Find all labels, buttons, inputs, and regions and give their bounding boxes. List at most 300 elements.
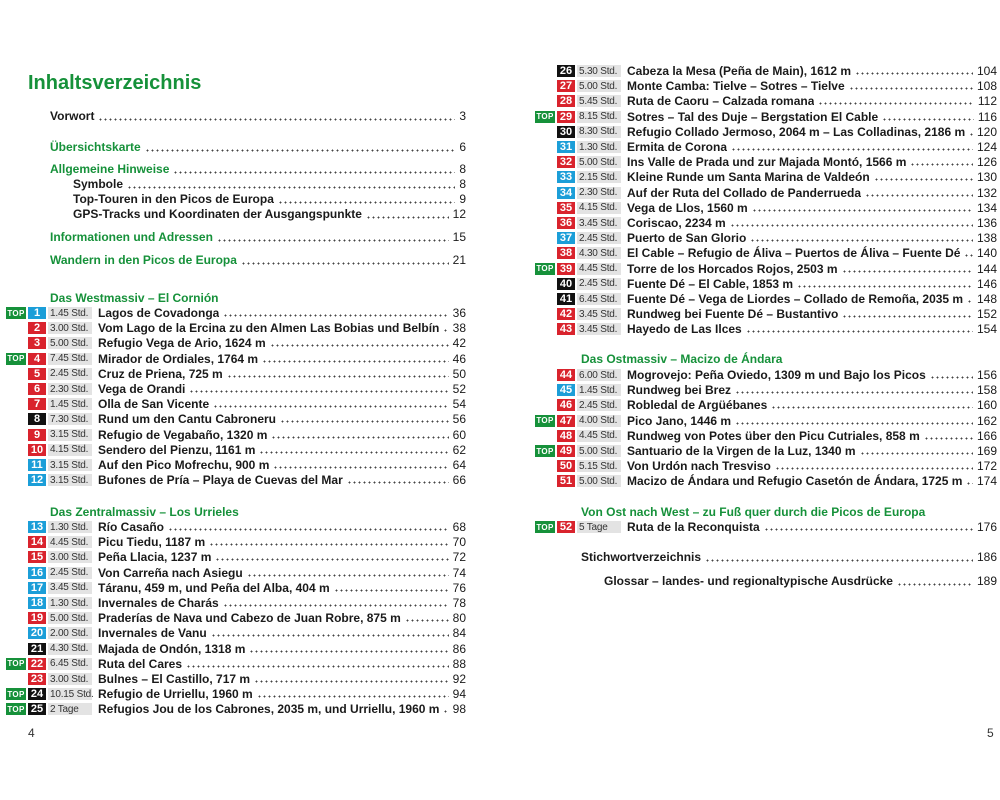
tour-entry[interactable] — [500, 520, 1000, 534]
tour-title: Vega de Orandi — [98, 382, 186, 396]
tour-line — [98, 626, 466, 640]
tour-number-badge: 12 — [28, 474, 46, 486]
tour-page-number: 68 — [452, 520, 466, 534]
leader-dots — [731, 148, 973, 151]
leader-dots — [705, 559, 973, 562]
leader-dots — [215, 558, 448, 561]
tour-duration: 3.15 Std. — [48, 429, 92, 441]
tour-number-badge: 38 — [557, 247, 575, 259]
toc-page-number: 8 — [459, 162, 466, 176]
leader-dots — [842, 315, 973, 318]
tour-page-number: 92 — [452, 672, 466, 686]
tour-line — [98, 443, 466, 457]
tour-line — [98, 428, 466, 442]
tour-duration: 4.30 Std. — [577, 247, 621, 259]
tour-title: Refugio Collado Jermoso, 2064 m – Las Colladinas, 2186 m — [627, 124, 965, 139]
tour-title: Vega de Llos, 1560 m — [627, 200, 748, 215]
tour-duration: 10.15 Std. — [50, 688, 94, 700]
tour-page-number: 158 — [976, 383, 997, 398]
tour-line — [627, 140, 997, 154]
toc-entry-label: GPS-Tracks und Koordinaten der Ausgangspunkte — [73, 207, 362, 221]
tour-duration: 3.45 Std. — [577, 217, 621, 229]
section-heading-zentralmassiv: Das Zentralmassiv – Los Urrieles — [50, 505, 239, 519]
leader-dots — [443, 710, 448, 713]
leader-dots — [842, 270, 973, 273]
toc-entry-gps-tracks[interactable] — [73, 207, 466, 222]
tour-entry[interactable] — [500, 231, 1000, 245]
tour-duration: 4.45 Std. — [577, 263, 621, 275]
tour-page-number: 46 — [452, 351, 466, 366]
tour-page-number: 36 — [452, 306, 466, 320]
leader-dots — [897, 583, 973, 586]
tour-page-number: 144 — [976, 261, 997, 276]
leader-dots — [969, 133, 973, 136]
tour-page-number: 66 — [452, 473, 466, 488]
leader-dots — [735, 422, 973, 425]
tour-duration: 4.15 Std. — [48, 444, 92, 456]
leader-dots — [168, 528, 449, 531]
leader-dots — [280, 420, 449, 423]
tour-duration: 4.00 Std. — [577, 415, 621, 427]
tour-line — [627, 64, 997, 78]
tour-number-badge: 22 — [28, 658, 46, 670]
tour-duration: 5.45 Std. — [577, 95, 621, 107]
tour-number-badge: 44 — [557, 369, 575, 381]
tour-duration: 6.00 Std. — [577, 369, 621, 381]
tour-line — [98, 336, 466, 350]
tour-duration: 6.45 Std. — [577, 293, 621, 305]
tour-number-badge: 20 — [28, 627, 46, 639]
leader-dots — [730, 224, 973, 227]
tour-page-number: 136 — [976, 216, 997, 230]
tour-entry[interactable] — [0, 520, 500, 534]
toc-entry-label: Informationen und Adressen — [50, 230, 213, 244]
tour-entry[interactable] — [500, 368, 1000, 382]
tour-entry[interactable] — [500, 277, 1000, 291]
tour-number-badge: 26 — [557, 65, 575, 77]
tour-duration: 3.00 Std. — [48, 322, 92, 334]
tour-page-number: 120 — [976, 124, 997, 139]
tour-entry[interactable] — [0, 535, 500, 549]
tour-entry[interactable] — [500, 414, 1000, 428]
tour-number-badge: 5 — [28, 368, 46, 380]
tour-line — [98, 397, 466, 411]
tour-title: Bufones de Pría – Playa de Cuevas del Mar — [98, 473, 343, 488]
tour-duration: 5 Tage — [577, 521, 621, 533]
leader-dots — [347, 481, 449, 484]
tour-entry[interactable] — [500, 322, 1000, 336]
tour-title: Río Casaño — [98, 520, 165, 534]
tour-page-number: 98 — [452, 702, 466, 717]
tour-title: Cruz de Priena, 725 m — [98, 366, 223, 381]
leader-dots — [278, 201, 455, 204]
tour-entry[interactable] — [500, 292, 1000, 306]
tour-number-badge: 41 — [557, 293, 575, 305]
tour-entry[interactable] — [0, 412, 500, 426]
tour-page-number: 162 — [976, 413, 997, 428]
tour-line — [98, 321, 466, 335]
tour-number-badge: 23 — [28, 673, 46, 685]
tour-number-badge: 8 — [28, 413, 46, 425]
tour-line — [627, 79, 997, 93]
tour-entry[interactable] — [500, 459, 1000, 473]
tour-title: Táranu, 459 m, und Peña del Alba, 404 m — [98, 580, 330, 595]
tour-duration: 1.45 Std. — [577, 384, 621, 396]
tour-entry[interactable] — [500, 398, 1000, 412]
leader-dots — [227, 375, 449, 378]
tour-duration: 1.30 Std. — [48, 521, 92, 533]
tour-line — [627, 520, 997, 534]
leader-dots — [366, 216, 449, 219]
tour-page-number: 169 — [976, 444, 997, 458]
tour-duration: 3.00 Std. — [48, 551, 92, 563]
tour-title: Picu Tiedu, 1187 m — [98, 535, 206, 550]
tour-entry[interactable] — [500, 216, 1000, 230]
tour-number-badge: 15 — [28, 551, 46, 563]
tour-page-number: 50 — [452, 366, 466, 381]
tour-number-badge: 51 — [557, 475, 575, 487]
tour-number-badge: 29 — [557, 111, 575, 123]
tour-line — [627, 429, 997, 443]
tour-entry[interactable] — [500, 246, 1000, 260]
tour-page-number: 166 — [976, 428, 997, 443]
tour-entry[interactable] — [0, 382, 500, 396]
leader-dots — [209, 543, 448, 546]
leader-dots — [273, 466, 448, 469]
tour-duration: 4.45 Std. — [48, 536, 92, 548]
leader-dots — [217, 239, 449, 242]
tour-page-number: 94 — [452, 687, 466, 702]
tour-page-number: 176 — [976, 520, 997, 534]
tour-line — [627, 398, 997, 412]
tour-title: Invernales de Vanu — [98, 626, 207, 641]
tour-line — [627, 444, 997, 458]
leader-dots — [750, 239, 973, 242]
tour-entry[interactable] — [500, 170, 1000, 184]
tour-number-badge: 7 — [28, 398, 46, 410]
tour-entry[interactable] — [0, 397, 500, 411]
tour-line — [627, 474, 997, 488]
tour-entry[interactable] — [500, 307, 1000, 321]
tour-entry[interactable] — [500, 110, 1000, 124]
toc-entry-label: Vorwort — [50, 109, 95, 123]
tour-number-badge: 6 — [28, 383, 46, 395]
tour-duration: 1.30 Std. — [577, 141, 621, 153]
tour-title: Ruta de Caoru – Calzada romana — [627, 94, 815, 109]
tour-page-number: 130 — [976, 170, 997, 185]
toc-entry-label: Top-Touren in den Picos de Europa — [73, 192, 274, 206]
tour-title: Rundweg bei Fuente Dé – Bustantivo — [627, 307, 839, 322]
tour-page-number: 78 — [452, 596, 466, 610]
tour-entry[interactable] — [0, 550, 500, 564]
toc-page-number: 12 — [452, 207, 466, 221]
tour-title: Ins Valle de Prada und zur Majada Montó, 1566 m — [627, 155, 907, 170]
tour-duration: 3.45 Std. — [577, 323, 621, 335]
tour-entry[interactable] — [0, 352, 500, 366]
tour-title: Majada de Ondón, 1318 m — [98, 641, 246, 656]
tour-number-badge: 18 — [28, 597, 46, 609]
tour-entry[interactable] — [0, 458, 500, 472]
tour-title: Von Urdón nach Tresviso — [627, 459, 771, 474]
tour-title: Ermita de Corona — [627, 140, 728, 154]
leader-dots — [257, 695, 449, 698]
tour-entry[interactable] — [0, 566, 500, 580]
tour-duration: 2.45 Std. — [577, 399, 621, 411]
tour-duration: 5.00 Std. — [48, 612, 92, 624]
tour-page-number: 116 — [977, 109, 997, 124]
tour-page-number: 52 — [452, 382, 466, 396]
tour-entry[interactable] — [500, 186, 1000, 200]
toc-entry-allgemeine-hinweise[interactable] — [50, 162, 466, 177]
toc-entry-label: Stichwortverzeichnis — [581, 550, 702, 564]
tour-title: Fuente Dé – El Cable, 1853 m — [627, 276, 794, 291]
tour-page-number: 38 — [452, 321, 466, 336]
tour-title: Hayedo de Las Ilces — [627, 322, 742, 337]
tour-line — [627, 186, 997, 200]
tour-duration: 5.00 Std. — [577, 475, 621, 487]
tour-page-number: 56 — [452, 412, 466, 427]
tour-entry[interactable] — [0, 687, 500, 701]
tour-duration: 7.30 Std. — [48, 413, 92, 425]
tour-entry[interactable] — [0, 611, 500, 625]
toc-entry-label: Wandern in den Picos de Europa — [50, 253, 237, 267]
tour-entry[interactable] — [0, 672, 500, 686]
leader-dots — [98, 118, 455, 121]
tour-entry[interactable] — [0, 657, 500, 671]
tour-duration: 6.45 Std. — [48, 658, 92, 670]
tour-number-badge: 52 — [557, 521, 575, 533]
tour-entry[interactable] — [0, 367, 500, 381]
tour-entry[interactable] — [0, 626, 500, 640]
tour-entry[interactable] — [500, 262, 1000, 276]
tour-title: Macizo de Ándara und Refugio Casetón de Ándara, 1725 m — [627, 474, 963, 489]
tour-line — [627, 262, 997, 276]
tour-number-badge: 27 — [557, 80, 575, 92]
tour-page-number: 42 — [452, 336, 466, 351]
tour-entry[interactable] — [500, 79, 1000, 93]
tour-duration: 7.45 Std. — [48, 353, 92, 365]
tour-entry[interactable] — [0, 642, 500, 656]
tour-title: Sendero del Pienzu, 1161 m — [98, 442, 256, 457]
tour-title: Rundweg von Potes über den Picu Cutriales, 858 m — [627, 428, 920, 443]
tour-title: Vom Lago de la Ercina zu den Almen Las Bobias und Belbín — [98, 321, 440, 336]
leader-dots — [186, 665, 449, 668]
tour-entry[interactable] — [0, 581, 500, 595]
leader-dots — [924, 437, 973, 440]
tour-number-badge: 34 — [557, 187, 575, 199]
toc-entry-glossar[interactable] — [604, 574, 997, 589]
tour-duration: 8.15 Std. — [577, 111, 621, 123]
tour-number-badge: 3 — [28, 337, 46, 349]
tour-page-number: 160 — [976, 398, 997, 413]
tour-line — [98, 702, 466, 716]
tour-entry[interactable] — [0, 306, 500, 320]
leader-dots — [818, 102, 973, 105]
tour-line — [98, 566, 466, 580]
tour-entry[interactable] — [0, 473, 500, 487]
section-heading-westmassiv: Das Westmassiv – El Cornión — [50, 291, 219, 305]
tour-line — [627, 170, 997, 184]
right-page — [500, 0, 1000, 800]
tour-title: Invernales de Charás — [98, 596, 219, 610]
tour-entry[interactable] — [500, 201, 1000, 215]
tour-entry[interactable] — [0, 336, 500, 350]
tour-entry[interactable] — [0, 702, 500, 716]
tour-line — [98, 611, 466, 625]
tour-page-number: 104 — [976, 64, 997, 78]
tour-entry[interactable] — [0, 443, 500, 457]
tour-number-badge: 13 — [28, 521, 46, 533]
tour-duration: 5.15 Std. — [577, 460, 621, 472]
tour-title: Fuente Dé – Vega de Liordes – Collado de Remoña, 2035 m — [627, 292, 964, 306]
tour-duration: 3.15 Std. — [48, 459, 92, 471]
tour-entry[interactable] — [500, 383, 1000, 397]
tour-title: Rundweg bei Brez — [627, 383, 732, 398]
tour-duration: 3.45 Std. — [577, 308, 621, 320]
tour-line — [98, 596, 466, 610]
tour-entry[interactable] — [0, 428, 500, 442]
tour-line — [627, 201, 997, 215]
top-tour-badge: TOP — [7, 308, 25, 318]
tour-line — [627, 246, 997, 260]
tour-number-badge: 24 — [28, 688, 46, 700]
tour-line — [98, 306, 466, 320]
leader-dots — [874, 178, 973, 181]
tour-page-number: 148 — [976, 292, 997, 306]
tour-number-badge: 37 — [557, 232, 575, 244]
tour-page-number: 64 — [452, 458, 466, 472]
tour-page-number: 156 — [976, 368, 997, 382]
tour-page-number: 132 — [976, 185, 997, 200]
tour-page-number: 72 — [452, 550, 466, 565]
toc-entry-label: Symbole — [73, 177, 124, 191]
tour-number-badge: 14 — [28, 536, 46, 548]
tour-title: Ruta del Cares — [98, 656, 183, 671]
tour-entry[interactable] — [500, 125, 1000, 139]
leader-dots — [249, 650, 448, 653]
tour-line — [627, 277, 997, 291]
tour-entry[interactable] — [500, 64, 1000, 78]
tour-title: Robledal de Argüébanes — [627, 398, 768, 413]
tour-line — [98, 550, 466, 564]
toc-entry-symbole[interactable] — [73, 177, 466, 192]
tour-page-number: 126 — [976, 155, 997, 170]
tour-number-badge: 32 — [557, 156, 575, 168]
tour-title: Mogrovejo: Peña Oviedo, 1309 m und Bajo los Picos — [627, 368, 926, 382]
tour-entry[interactable] — [0, 321, 500, 335]
leader-dots — [247, 574, 449, 577]
leader-dots — [797, 285, 973, 288]
tour-title: Mirador de Ordiales, 1764 m — [98, 351, 259, 366]
leader-dots — [930, 376, 973, 379]
tour-entry[interactable] — [500, 140, 1000, 154]
tour-duration: 3.45 Std. — [48, 582, 92, 594]
tour-number-badge: 48 — [557, 430, 575, 442]
tour-entry[interactable] — [500, 444, 1000, 458]
tour-duration: 1.45 Std. — [48, 398, 92, 410]
leader-dots — [145, 149, 456, 152]
tour-entry[interactable] — [500, 474, 1000, 488]
tour-line — [627, 125, 997, 139]
page-title: Inhaltsverzeichnis — [28, 72, 202, 94]
tour-duration: 4.30 Std. — [48, 643, 92, 655]
tour-number-badge: 49 — [557, 445, 575, 457]
tour-entry[interactable] — [0, 596, 500, 610]
tour-title: Rund um den Cantu Cabroneru — [98, 412, 276, 427]
tour-page-number: 76 — [452, 580, 466, 595]
tour-line — [98, 581, 466, 595]
tour-line — [98, 535, 466, 549]
tour-line — [627, 459, 997, 473]
tour-number-badge: 9 — [28, 429, 46, 441]
tour-duration: 5.00 Std. — [577, 156, 621, 168]
tour-line — [627, 292, 997, 306]
leader-dots — [865, 194, 973, 197]
tour-duration: 2.45 Std. — [48, 368, 92, 380]
leader-dots — [259, 451, 448, 454]
tour-number-badge: 21 — [28, 643, 46, 655]
tour-line — [98, 642, 466, 656]
tour-number-badge: 47 — [557, 415, 575, 427]
tour-title: Kleine Runde um Santa Marina de Valdeón — [627, 170, 870, 185]
tour-duration: 2.00 Std. — [48, 627, 92, 639]
tour-title: Sotres – Tal des Duje – Bergstation El Cable — [627, 109, 879, 124]
tour-duration: 2.30 Std. — [48, 383, 92, 395]
leader-dots — [735, 391, 973, 394]
tour-line — [627, 383, 997, 397]
tour-line — [98, 458, 466, 472]
leader-dots — [752, 209, 973, 212]
leader-dots — [334, 589, 449, 592]
tour-duration: 4.45 Std. — [577, 430, 621, 442]
toc-entry-wandern[interactable] — [50, 253, 466, 268]
tour-line — [627, 155, 997, 169]
leader-dots — [223, 314, 448, 317]
toc-entry-stichwortverzeichnis[interactable] — [581, 550, 997, 565]
toc-entry-vorwort[interactable] — [50, 109, 466, 124]
tour-number-badge: 33 — [557, 171, 575, 183]
tour-number-badge: 19 — [28, 612, 46, 624]
tour-duration: 4.15 Std. — [577, 202, 621, 214]
tour-title: Ruta de la Reconquista — [627, 520, 760, 534]
toc-entry-label: Übersichtskarte — [50, 140, 141, 154]
toc-entry-top-touren[interactable] — [73, 192, 466, 207]
tour-line — [98, 672, 466, 686]
leader-dots — [967, 300, 973, 303]
tour-page-number: 70 — [452, 535, 466, 550]
tour-number-badge: 4 — [28, 353, 46, 365]
tour-entry[interactable] — [500, 94, 1000, 108]
leader-dots — [262, 360, 449, 363]
tour-duration: 1.30 Std. — [48, 597, 92, 609]
tour-title: Peña Llacia, 1237 m — [98, 550, 212, 565]
toc-entry-informationen[interactable] — [50, 230, 466, 245]
tour-line — [627, 94, 997, 108]
tour-entry[interactable] — [500, 429, 1000, 443]
tour-duration: 5.00 Std. — [48, 337, 92, 349]
tour-number-badge: 11 — [28, 459, 46, 471]
tour-title: El Cable – Refugio de Áliva – Puertos de Áliva – Fuente Dé — [627, 246, 961, 261]
leader-dots — [746, 330, 973, 333]
tour-duration: 2.15 Std. — [577, 171, 621, 183]
tour-page-number: 84 — [452, 626, 466, 641]
toc-page-number: 189 — [976, 574, 997, 588]
leader-dots — [405, 619, 449, 622]
top-tour-badge: TOP — [7, 354, 25, 364]
tour-entry[interactable] — [500, 155, 1000, 169]
tour-line — [627, 231, 997, 245]
toc-entry-uebersichtskarte[interactable] — [50, 140, 466, 155]
